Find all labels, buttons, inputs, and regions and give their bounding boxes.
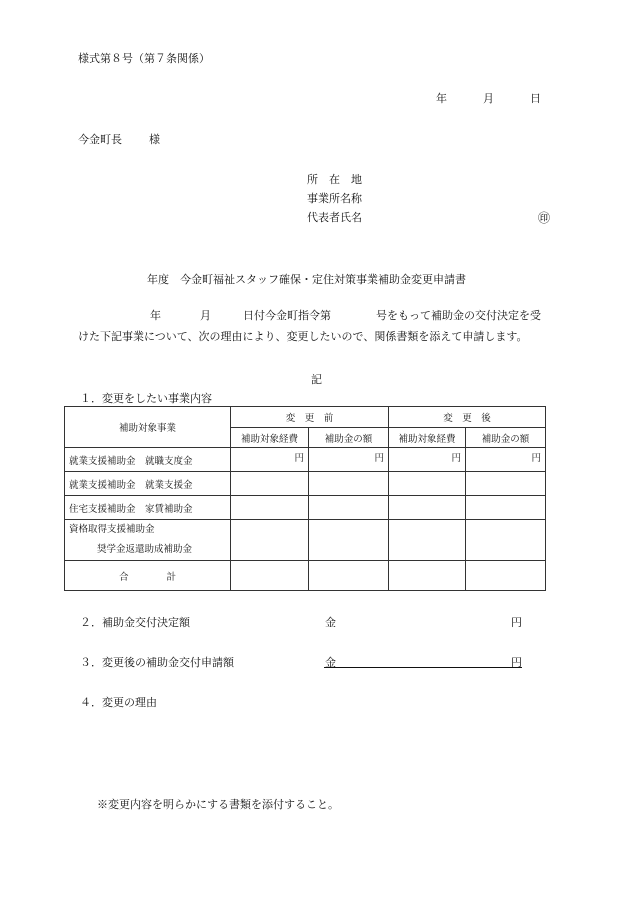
section2-kin: 金: [325, 616, 336, 629]
yen-cell[interactable]: 円: [466, 448, 546, 472]
input-cell[interactable]: [466, 561, 546, 591]
input-cell[interactable]: [309, 520, 389, 561]
section3-label: ３．変更後の補助金交付申請額: [80, 656, 234, 669]
input-cell[interactable]: [466, 472, 546, 496]
row-label-line1: 資格取得支援補助金: [69, 524, 155, 535]
header-after-expense: 補助対象経費: [389, 428, 466, 448]
table-row: [65, 496, 546, 520]
ki-heading: 記: [311, 373, 322, 386]
date-year-label: 年: [436, 92, 447, 105]
body-year: 年: [150, 309, 161, 322]
seal-mark: ㊞: [538, 211, 551, 225]
input-cell[interactable]: [309, 472, 389, 496]
addressee-name: 今金町長: [78, 133, 122, 146]
input-cell[interactable]: [389, 561, 466, 591]
yen-cell[interactable]: 円: [389, 448, 466, 472]
input-cell[interactable]: [466, 496, 546, 520]
input-cell[interactable]: [309, 561, 389, 591]
header-before-amount: 補助金の額: [309, 428, 389, 448]
row-total-label: 合 計: [65, 561, 231, 591]
section2-yen: 円: [511, 616, 522, 629]
yen-cell[interactable]: 円: [309, 448, 389, 472]
section3-amount-line[interactable]: [324, 654, 522, 668]
section3-yen: 円: [511, 656, 522, 669]
input-cell[interactable]: [231, 472, 309, 496]
row-label: 住宅支援補助金 家賃補助金: [65, 496, 231, 520]
table-row: [65, 561, 546, 591]
row-label: 就業支援補助金 就業支援金: [65, 472, 231, 496]
row-label-line2: 奨学金返還助成補助金: [97, 544, 193, 555]
table-row: [65, 448, 546, 472]
header-before: 変 更 前: [231, 407, 389, 428]
body-month: 月: [200, 309, 211, 322]
input-cell[interactable]: [231, 561, 309, 591]
table-row: [65, 520, 546, 561]
input-cell[interactable]: [389, 496, 466, 520]
yen-cell[interactable]: 円: [231, 448, 309, 472]
header-after: 変 更 後: [389, 407, 546, 428]
header-before-expense: 補助対象経費: [231, 428, 309, 448]
applicant-location-label: 所 在 地: [307, 173, 362, 186]
input-cell[interactable]: [466, 520, 546, 561]
input-cell[interactable]: [389, 520, 466, 561]
table-row: [65, 472, 546, 496]
section4-label: ４．変更の理由: [80, 696, 157, 709]
body-line2: けた下記事業について、次の理由により、変更したいので、関係書類を添えて申請します。: [78, 330, 528, 343]
header-target: 補助対象事業: [65, 407, 231, 448]
date-month-label: 月: [483, 92, 494, 105]
input-cell[interactable]: [389, 472, 466, 496]
applicant-rep-label: 代表者氏名: [307, 211, 362, 224]
section3-kin: 金: [325, 656, 336, 669]
row-label: [65, 520, 231, 561]
body-num-text: 号をもって補助金の交付決定を受: [376, 309, 541, 322]
section2-label: ２．補助金交付決定額: [80, 616, 190, 629]
attachment-note: ※変更内容を明らかにする書類を添付すること。: [97, 798, 339, 811]
form-number: 様式第８号（第７条関係）: [78, 52, 210, 65]
date-day-label: 日: [530, 92, 541, 105]
header-after-amount: 補助金の額: [466, 428, 546, 448]
input-cell[interactable]: [309, 496, 389, 520]
section1-heading: １．変更をしたい事業内容: [80, 392, 212, 405]
input-cell[interactable]: [231, 520, 309, 561]
applicant-office-label: 事業所名称: [307, 192, 362, 205]
body-day-text: 日付今金町指令第: [243, 309, 331, 322]
input-cell[interactable]: [231, 496, 309, 520]
row-label: 就業支援補助金 就職支度金: [65, 448, 231, 472]
addressee-honorific: 様: [149, 133, 160, 146]
document-title: 年度 今金町福祉スタッフ確保・定住対策事業補助金変更申請書: [147, 273, 466, 286]
change-table: [64, 406, 546, 591]
